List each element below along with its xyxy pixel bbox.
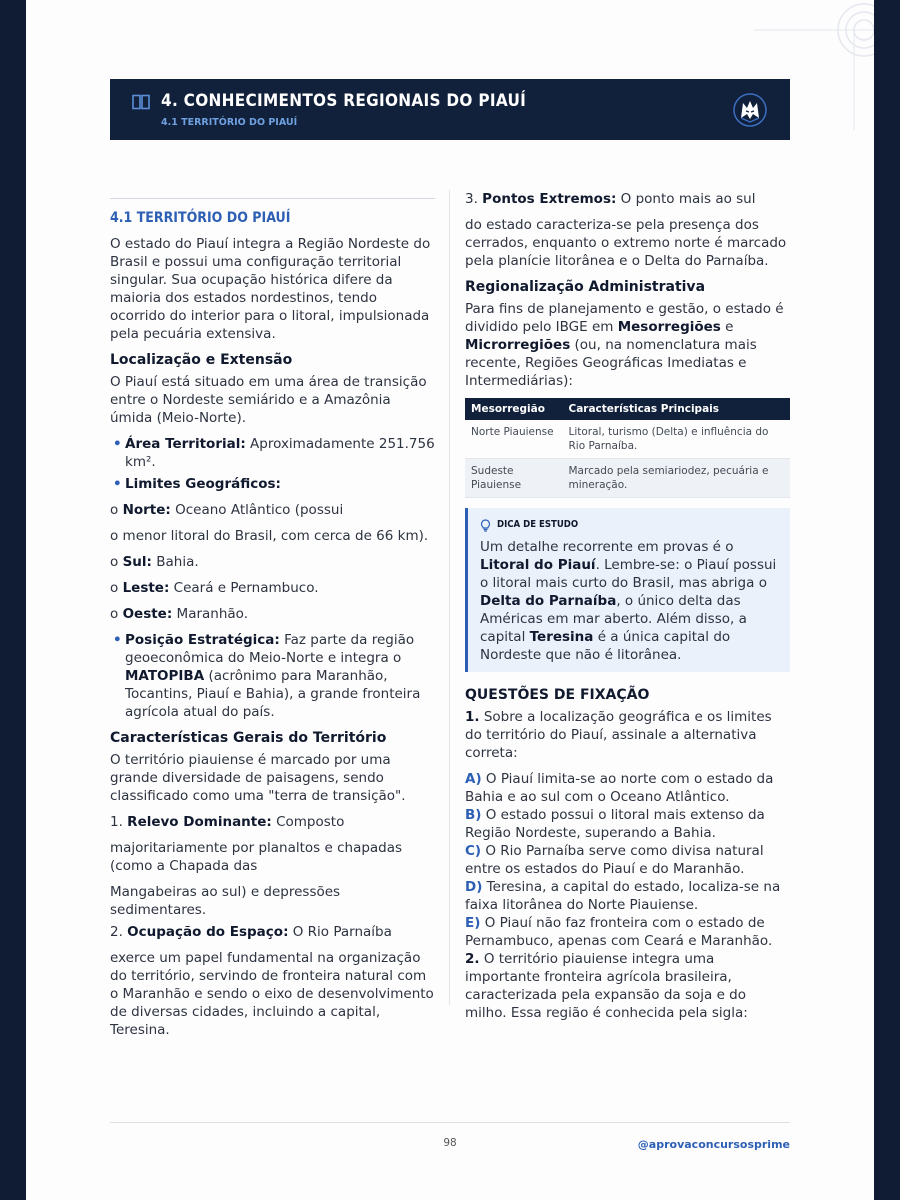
table-row [465,459,790,498]
option-a: A) O Piauí limita-se ao norte com o estado da Bahia e ao sul com o Oceano Atlântico. [465,771,774,805]
table-cell: Sudeste Piauiense [465,459,563,498]
regionalizacao-paragraph: Para fins de planejamento e gestão, o estado é dividido pelo IBGE em Mesorregiões e Microrregiões (ou, na nomenclatura mais recente, Regiões Geográficas Imediatas e Intermediárias): [465,301,784,389]
heading-caracteristicas: Características Gerais do Território [110,730,387,746]
limit-norte-cont: o menor litoral do Brasil, com cerca de 66 km). [110,528,429,544]
option-b: B) O estado possui o litoral mais extenso da Região Nordeste, superando a Bahia. [465,807,765,841]
table-header-cell: Mesorregião [465,398,563,420]
book-icon [132,94,150,110]
page-number: 98 [443,1137,457,1149]
section-title: 4.1 TERRITÓRIO DO PIAUÍ [110,210,291,226]
mesorregioes-table [465,398,790,498]
limit-oeste: o Oeste: Maranhão. [110,606,248,622]
table-header-cell: Características Principais [563,398,791,420]
heading-localizacao: Localização e Extensão [110,352,293,368]
right-column [465,190,790,1022]
study-tip-box [465,508,790,672]
option-c: C) O Rio Parnaíba serve como divisa natural entre os estados do Piauí e do Maranhão. [465,843,764,877]
heading-regionalizacao: Regionalização Administrativa [465,279,706,295]
relevo-cont-1: majoritariamente por planaltos e chapadas (como a Chapada das [110,840,403,874]
study-tip-header [480,516,780,534]
section-rule [110,198,435,199]
table-cell: Marcado pela semiariodez, pecuária e mineração. [563,459,791,498]
table-row [465,420,790,459]
area-label: Área Territorial: [125,436,246,452]
pontos-item: 3. Pontos Extremos: O ponto mais ao sul [465,191,756,207]
relevo-cont-2: Mangabeiras ao sul) e depressões sedimentares. [110,884,341,918]
heading-questoes: QUESTÕES DE FIXAÇÃO [465,687,650,703]
study-tip-title: DICA DE ESTUDO [497,519,579,530]
area-text: Aproximadamente 251.756 km². [125,436,435,470]
limit-leste: o Leste: Ceará e Pernambuco. [110,580,319,596]
lightbulb-icon [480,519,491,532]
column-divider [449,190,450,1005]
table-header-row [465,398,790,420]
question-1: 1. Sobre a localização geográfica e os limites do território do Piauí, assinale a alternativa correta: [465,709,772,761]
social-handle: @aprovaconcursosprime [637,1138,790,1151]
localizacao-paragraph: O Piauí está situado em uma área de transição entre o Nordeste semiárido e a Amazônia úmida (Meio-Norte). [110,374,427,426]
ocupacao-cont: exerce um papel fundamental na organização do território, servindo de fronteira natural com o Maranhão e sendo o eixo de desenvolvimento de diversas cidades, incluindo a capital, Teresina. [110,950,434,1038]
bullet-limites [110,475,435,493]
question-2: 2. O território piauiense integra uma importante fronteira agrícola brasileira, caracterizada pela expansão da soja e do milho. Essa região é conhecida pela sigla: [465,951,748,1021]
table-cell: Litoral, turismo (Delta) e influência do Rio Parnaíba. [563,420,791,459]
document-page [26,0,874,1200]
chapter-header [110,79,790,140]
left-column [110,198,435,1039]
ocupacao-item: 2. Ocupação do Espaço: O Rio Parnaíba [110,924,392,940]
wolf-logo-icon [732,92,768,128]
option-d: D) Teresina, a capital do estado, localiza-se na faixa litorânea do Norte Piauiense. [465,879,781,913]
bullet-posicao: • Posição Estratégica: Faz parte da região geoeconômica do Meio-Norte e integra o MATOPIBA (acrônimo para Maranhão, Tocantins, Piauí e Bahia), a grande fronteira agrícola atual do país. [110,631,435,721]
study-tip-text: Um detalhe recorrente em provas é o Litoral do Piauí. Lembre-se: o Piauí possui o litoral mais curto do Brasil, mas abriga o Delta do Parnaíba, o único delta das Américas em mar aberto. Além disso, a capital Teresina é a única capital do Nordeste que não é litorânea. [480,539,777,663]
limit-norte: o Norte: Oceano Atlântico (possui [110,502,344,518]
caracteristicas-paragraph: O território piauiense é marcado por uma grande diversidade de paisagens, sendo classificado como uma "terra de transição". [110,752,406,804]
chapter-title: 4. CONHECIMENTOS REGIONAIS DO PIAUÍ [161,91,527,111]
bullet-area [110,435,435,471]
pontos-cont: do estado caracteriza-se pela presença dos cerrados, enquanto o extremo norte é marcado pela planície litorânea e o Delta do Parnaíba. [465,217,787,269]
option-e: E) O Piauí não faz fronteira com o estado de Pernambuco, apenas com Ceará e Maranhão. [465,915,773,949]
footer-rule [110,1122,790,1123]
chapter-subtitle: 4.1 TERRITÓRIO DO PIAUÍ [161,117,298,128]
relevo-item: 1. Relevo Dominante: Composto [110,814,345,830]
limites-label: Limites Geográficos: [125,476,281,492]
intro-paragraph: O estado do Piauí integra a Região Nordeste do Brasil e possui uma configuração territorial singular. Sua ocupação histórica difere da maioria dos estados nordestinos, tendo ocorrido do interior para o litoral, impulsionada pela pecuária extensiva. [110,236,431,342]
limit-sul: o Sul: Bahia. [110,554,199,570]
table-cell: Norte Piauiense [465,420,563,459]
